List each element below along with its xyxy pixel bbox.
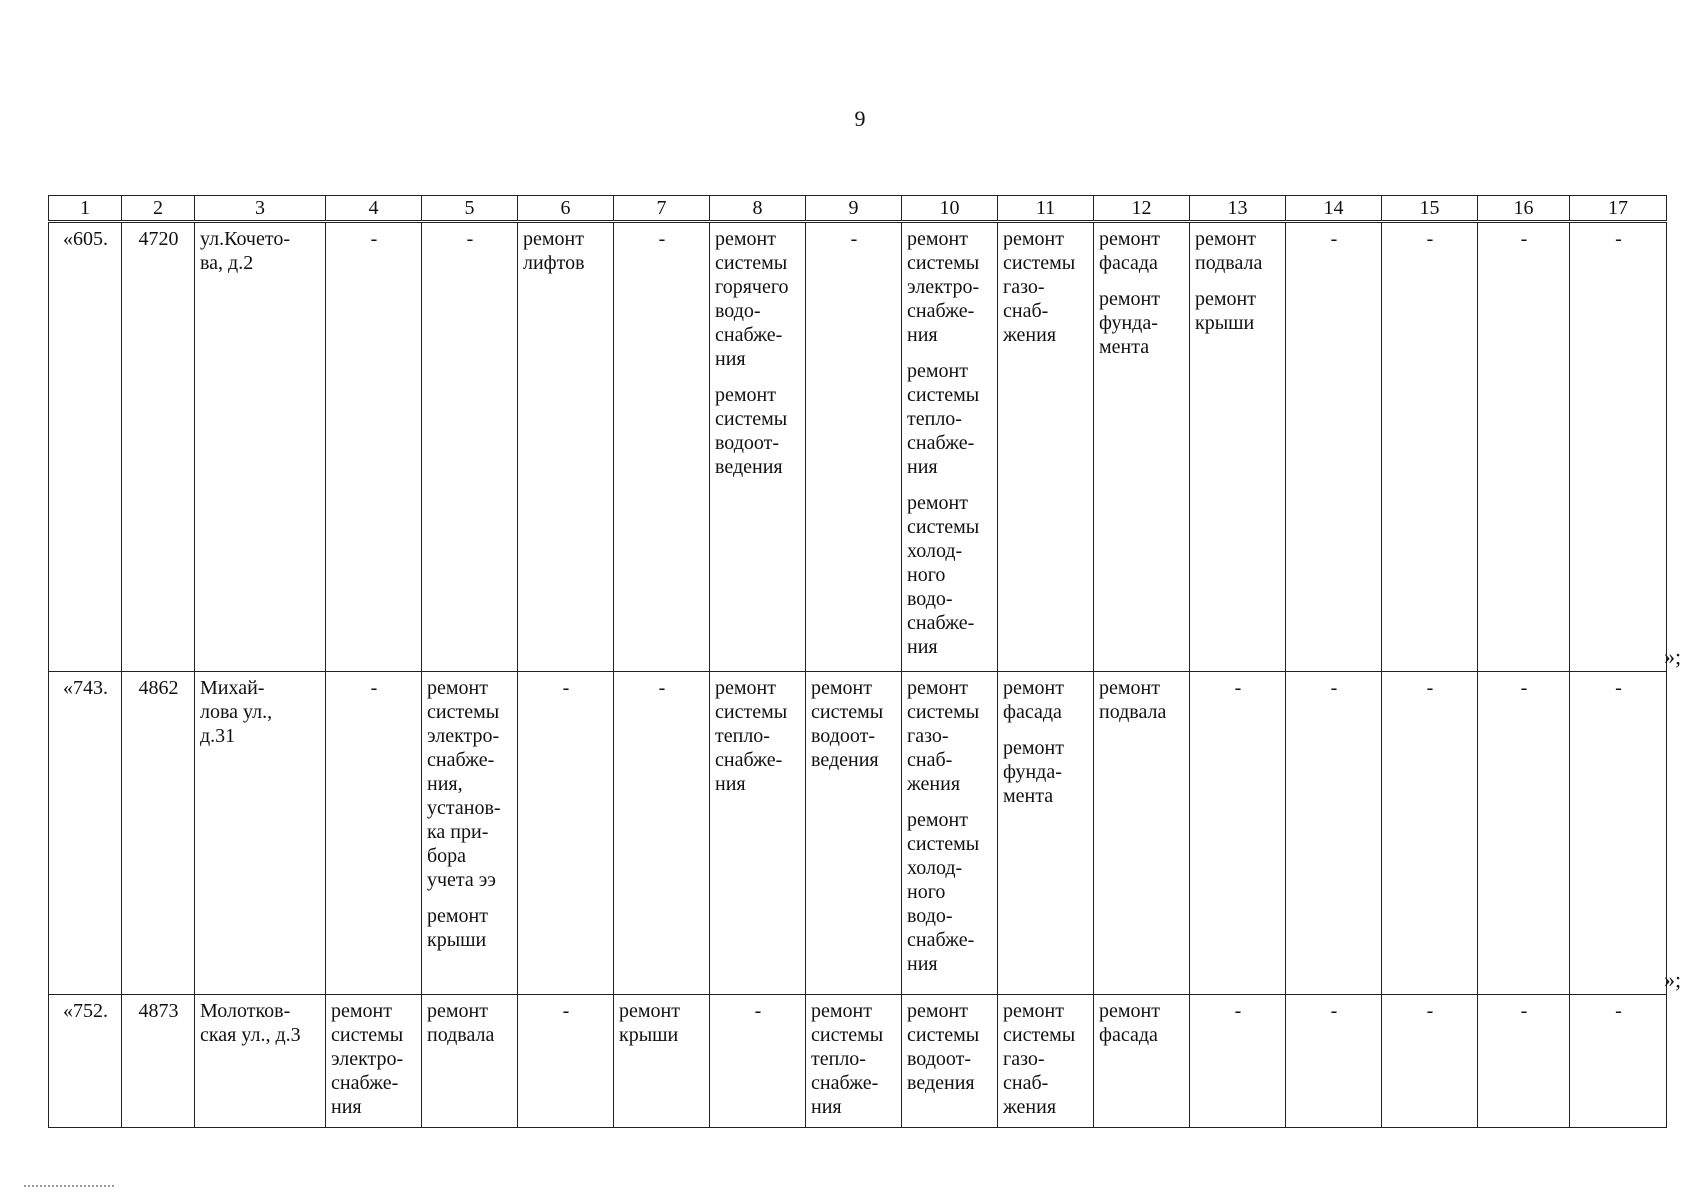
work-cell-col-17 [1570, 995, 1667, 1128]
work-cell-col-4 [326, 222, 422, 672]
column-header-5: 5 [422, 196, 518, 222]
work-cell-col-17 [1570, 222, 1667, 672]
dash-placeholder: - [754, 1000, 762, 1022]
work-item: ремонт системы тепло- снабже- ния [811, 1000, 884, 1118]
dash-placeholder: - [1615, 1000, 1622, 1022]
work-cell-col-4 [326, 995, 422, 1128]
column-header-1: 1 [49, 196, 122, 222]
work-item: ремонт системы тепло- снабже- ния [907, 360, 980, 478]
row-number: «605. [49, 222, 122, 672]
dash-placeholder: - [1520, 1000, 1528, 1022]
dash-placeholder: - [850, 228, 858, 250]
work-item: ремонт системы водоот- ведения [907, 1000, 980, 1094]
column-header-9: 9 [806, 196, 902, 222]
column-header-11: 11 [998, 196, 1094, 222]
closing-quote: »; [1664, 643, 1682, 669]
column-header-10: 10 [902, 196, 998, 222]
table-row [49, 995, 1667, 1128]
work-item: ремонт крыши [619, 1000, 680, 1046]
house-code: 4873 [122, 995, 195, 1128]
work-item: ремонт системы газо- снаб- жения [907, 677, 980, 795]
dash-placeholder: - [1330, 228, 1338, 250]
work-cell-col-6 [518, 672, 614, 995]
work-cell-col-16 [1478, 995, 1570, 1128]
work-item: ремонт фунда- мента [1003, 737, 1064, 807]
work-cell-col-8 [710, 995, 806, 1128]
work-item: ремонт фунда- мента [1099, 288, 1160, 358]
work-cell-col-12 [1094, 222, 1190, 672]
work-item: ремонт системы горячего водо- снабже- ния [715, 228, 789, 370]
work-item: ремонт системы газо- снаб- жения [1003, 1000, 1076, 1118]
column-header-8: 8 [710, 196, 806, 222]
dash-placeholder: - [1426, 677, 1434, 699]
dash-placeholder: - [466, 228, 474, 250]
work-cell-col-5 [422, 995, 518, 1128]
row-number: «743. [49, 672, 122, 995]
work-cell-col-15 [1382, 672, 1478, 995]
work-cell-col-6 [518, 995, 614, 1128]
work-cell-col-14 [1286, 672, 1382, 995]
work-cell-col-7 [614, 672, 710, 995]
column-header-3: 3 [195, 196, 326, 222]
dash-placeholder: - [1234, 1000, 1242, 1022]
work-item: ремонт фасада [1099, 228, 1160, 274]
dash-placeholder: - [1615, 677, 1622, 699]
work-cell-col-17 [1570, 672, 1667, 995]
column-header-6: 6 [518, 196, 614, 222]
dash-placeholder: - [1426, 1000, 1434, 1022]
column-header-2: 2 [122, 196, 195, 222]
work-item: ремонт подвала [427, 1000, 495, 1046]
column-header-12: 12 [1094, 196, 1190, 222]
work-cell-col-9 [806, 222, 902, 672]
work-cell-col-7 [614, 995, 710, 1128]
work-item: ремонт системы водоот- ведения [811, 677, 884, 771]
column-header-13: 13 [1190, 196, 1286, 222]
work-cell-col-14 [1286, 995, 1382, 1128]
work-cell-col-16 [1478, 672, 1570, 995]
work-item: ремонт системы газо- снаб- жения [1003, 228, 1076, 346]
dash-placeholder: - [370, 228, 378, 250]
column-header-17: 17 [1570, 196, 1667, 222]
work-cell-col-8 [710, 672, 806, 995]
work-cell-col-12 [1094, 995, 1190, 1128]
work-cell-col-5 [422, 222, 518, 672]
dash-placeholder: - [1330, 1000, 1338, 1022]
work-cell-col-8 [710, 222, 806, 672]
closing-quote: »; [1664, 966, 1682, 992]
column-header-4: 4 [326, 196, 422, 222]
address: Молотков- ская ул., д.3 [195, 995, 326, 1128]
work-cell-col-5 [422, 672, 518, 995]
work-cell-col-14 [1286, 222, 1382, 672]
scan-artifact [24, 1185, 114, 1187]
column-header-16: 16 [1478, 196, 1570, 222]
dash-placeholder: - [658, 677, 666, 699]
work-item: ремонт системы электро- снабже- ния [907, 228, 980, 346]
dash-placeholder: - [1330, 677, 1338, 699]
work-item: ремонт лифтов [523, 228, 585, 274]
work-cell-col-16 [1478, 222, 1570, 672]
work-item: ремонт фасада [1003, 677, 1064, 723]
work-cell-col-6 [518, 222, 614, 672]
column-header-15: 15 [1382, 196, 1478, 222]
page-number: 9 [854, 106, 866, 131]
work-cell-col-12 [1094, 672, 1190, 995]
work-cell-col-7 [614, 222, 710, 672]
dash-placeholder: - [1426, 228, 1434, 250]
repair-schedule-table [48, 195, 1667, 1128]
work-cell-col-10 [902, 672, 998, 995]
work-cell-col-9 [806, 672, 902, 995]
work-cell-col-11 [998, 995, 1094, 1128]
dash-placeholder: - [658, 228, 666, 250]
work-item: ремонт системы холод- ного водо- снабже- ния [907, 492, 980, 658]
work-cell-col-4 [326, 672, 422, 995]
house-code: 4720 [122, 222, 195, 672]
work-item: ремонт системы водоот- ведения [715, 384, 788, 478]
column-header-14: 14 [1286, 196, 1382, 222]
work-cell-col-13 [1190, 672, 1286, 995]
work-item: ремонт фасада [1099, 1000, 1160, 1046]
work-cell-col-11 [998, 222, 1094, 672]
work-cell-col-13 [1190, 995, 1286, 1128]
table-row [49, 222, 1667, 672]
work-cell-col-13 [1190, 222, 1286, 672]
address: Михай- лова ул., д.31 [195, 672, 326, 995]
work-item: ремонт подвала [1195, 228, 1263, 274]
dash-placeholder: - [1615, 228, 1622, 250]
house-code: 4862 [122, 672, 195, 995]
work-item: ремонт подвала [1099, 677, 1167, 723]
work-cell-col-11 [998, 672, 1094, 995]
table-row [49, 672, 1667, 995]
work-cell-col-15 [1382, 995, 1478, 1128]
work-cell-col-10 [902, 222, 998, 672]
dash-placeholder: - [562, 1000, 570, 1022]
work-cell-col-15 [1382, 222, 1478, 672]
address: ул.Кочето- ва, д.2 [195, 222, 326, 672]
dash-placeholder: - [1520, 228, 1528, 250]
column-header-7: 7 [614, 196, 710, 222]
work-cell-col-9 [806, 995, 902, 1128]
work-item: ремонт системы электро- снабже- ния [331, 1000, 404, 1118]
dash-placeholder: - [1520, 677, 1528, 699]
dash-placeholder: - [370, 677, 378, 699]
header-row [49, 196, 1667, 222]
dash-placeholder: - [1234, 677, 1242, 699]
work-item: ремонт системы электро- снабже- ния, установ- ка при- бора учета ээ [427, 677, 501, 891]
work-item: ремонт системы холод- ного водо- снабже- ния [907, 809, 980, 975]
dash-placeholder: - [562, 677, 570, 699]
work-item: ремонт крыши [427, 905, 488, 951]
work-cell-col-10 [902, 995, 998, 1128]
work-item: ремонт системы тепло- снабже- ния [715, 677, 788, 795]
work-item: ремонт крыши [1195, 288, 1256, 334]
row-number: «752. [49, 995, 122, 1128]
